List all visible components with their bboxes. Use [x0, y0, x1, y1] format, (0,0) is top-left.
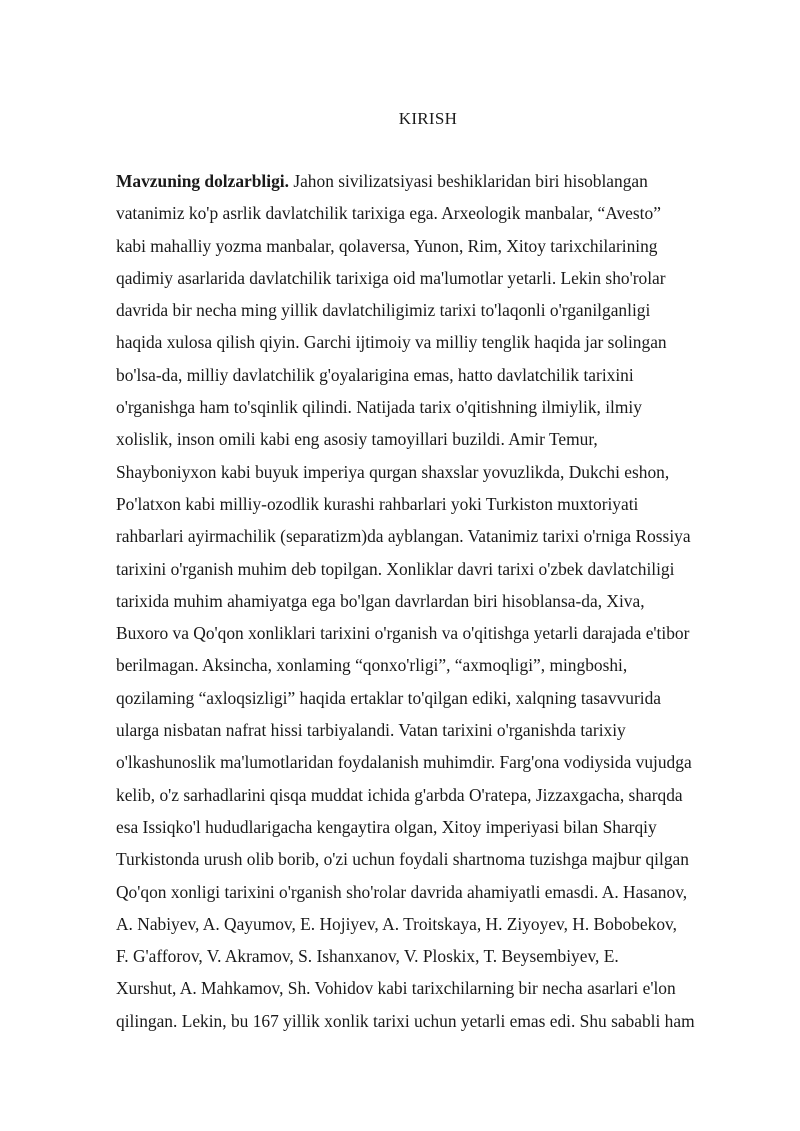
paragraph-line: Turkistonda urush olib borib, o'zi uchun foydali shartnoma tuzishga majbur qilgan: [116, 849, 689, 870]
paragraph-line: Po'latxon kabi milliy-ozodlik kurashi rahbarlari yoki Turkiston muxtoriyati: [116, 493, 639, 514]
paragraph-line: davrida bir necha ming yillik davlatchiligimiz tarixi to'laqonli o'rganilganligi: [116, 300, 651, 321]
paragraph-line: esa Issiqko'l hududlarigacha kengaytira olgan, Xitoy imperiyasi bilan Sharqiy: [116, 816, 657, 837]
paragraph-line: kabi mahalliy yozma manbalar, qolaversa, Yunon, Rim, Xitoy tarixchilarining: [116, 235, 658, 256]
paragraph-line: qadimiy asarlarida davlatchilik tarixiga oid ma'lumotlar yetarli. Lekin sho'rolar: [116, 267, 666, 288]
paragraph-line: qilingan. Lekin, bu 167 yillik xonlik tarixi uchun yetarli emas edi. Shu sababli ham: [116, 1010, 695, 1031]
paragraph-line: F. G'afforov, V. Akramov, S. Ishanxanov, V. Ploskix, T. Beysembiyev, E.: [116, 946, 619, 967]
paragraph-line: Qo'qon xonligi tarixini o'rganish sho'rolar davrida ahamiyatli emasdi. A. Hasanov,: [116, 881, 688, 902]
paragraph-line: kelib, o'z sarhadlarini qisqa muddat ichida g'arbda O'ratepa, Jizzaxgacha, sharqda: [116, 784, 683, 805]
paragraph-line: Xurshut, A. Mahkamov, Sh. Vohidov kabi tarixchilarning bir necha asarlari e'lon: [116, 978, 676, 999]
paragraph-line: vatanimiz ko'p asrlik davlatchilik tarixiga ega. Arxeologik manbalar, “Avesto”: [116, 203, 661, 224]
paragraph-line: ularga nisbatan nafrat hissi tarbiyalandi. Vatan tarixini o'rganishda tarixiy: [116, 720, 626, 741]
paragraph-line: A. Nabiyev, A. Qayumov, E. Hojiyev, A. Troitskaya, H. Ziyoyev, H. Bobobekov,: [116, 913, 677, 934]
body-paragraph: [116, 165, 756, 1037]
paragraph-line: bo'lsa-da, milliy davlatchilik g'oyalarigina emas, hatto davlatchilik tarixini: [116, 364, 634, 385]
paragraph-line-text: Jahon sivilizatsiyasi beshiklaridan biri hisoblangan: [288, 171, 648, 191]
paragraph-line: haqida xulosa qilish qiyin. Garchi ijtimoiy va milliy tenglik haqida jar solingan: [116, 332, 667, 353]
paragraph-line: qozilaming “axloqsizligi” haqida ertaklar to'qilgan ediki, xalqning tasavvurida: [116, 687, 661, 708]
paragraph-line: o'rganishga ham to'sqinlik qilindi. Natijada tarix o'qitishning ilmiylik, ilmiy: [116, 397, 642, 418]
paragraph-line: Shayboniyxon kabi buyuk imperiya qurgan shaxslar yovuzlikda, Dukchi eshon,: [116, 461, 670, 482]
paragraph-line: Buxoro va Qo'qon xonliklari tarixini o'rganish va o'qitishga yetarli darajada e'tibor: [116, 623, 690, 644]
paragraph-line: xolislik, inson omili kabi eng asosiy tamoyillari buzildi. Amir Temur,: [116, 429, 598, 450]
paragraph-line: [116, 165, 756, 197]
page-title: KIRISH: [398, 109, 458, 128]
paragraph-line: tarixida muhim ahamiyatga ega bo'lgan davrlardan biri hisoblansa-da, Xiva,: [116, 590, 645, 611]
paragraph-line: rahbarlari ayirmachilik (separatizm)da ayblangan. Vatanimiz tarixi o'rniga Rossiya: [116, 526, 691, 547]
lead-heading: Mavzuning dolzarbligi.: [116, 171, 289, 191]
paragraph-line: berilmagan. Aksincha, xonlaming “qonxo'rligi”, “axmoqligi”, mingboshi,: [116, 655, 628, 676]
paragraph-line: tarixini o'rganish muhim deb topilgan. Xonliklar davri tarixi o'zbek davlatchiligi: [116, 558, 675, 579]
paragraph-line: o'lkashunoslik ma'lumotlaridan foydalanish muhimdir. Farg'ona vodiysida vujudga: [116, 752, 692, 773]
